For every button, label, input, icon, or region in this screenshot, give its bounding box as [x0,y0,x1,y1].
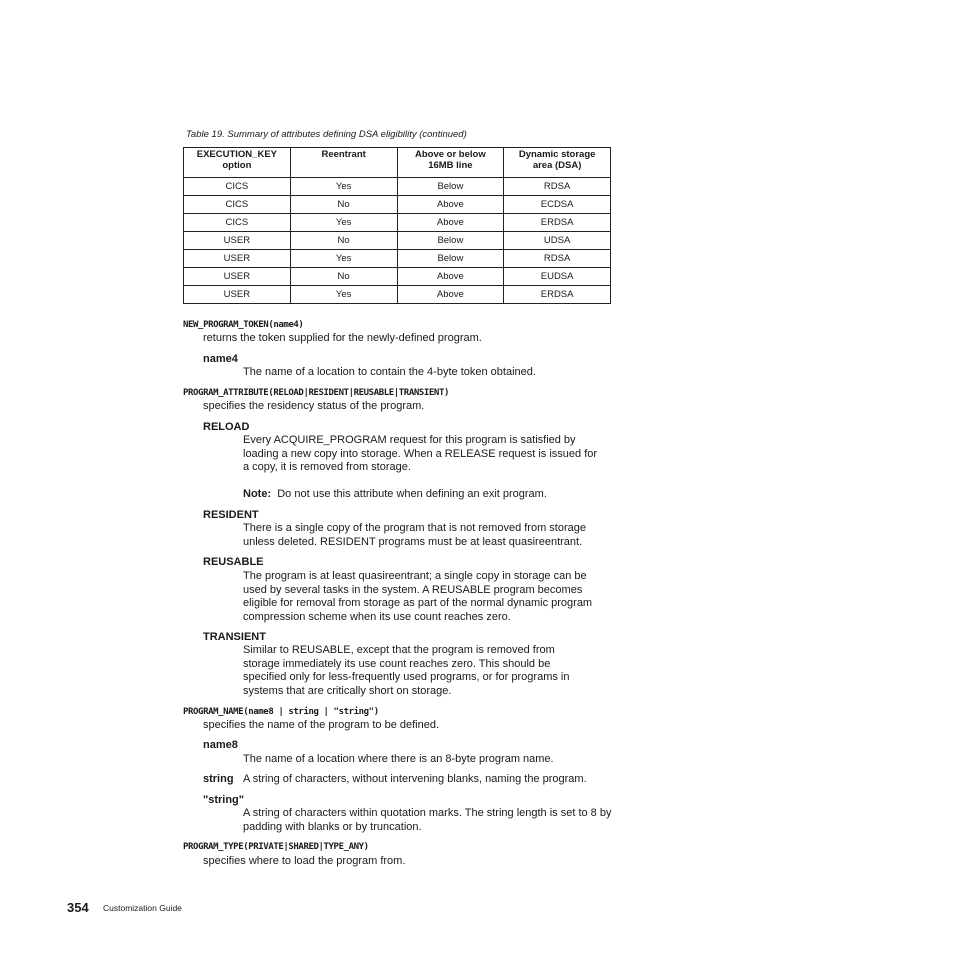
table-cell: ERDSA [504,286,611,304]
table-cell: ERDSA [504,214,611,232]
column-header: Dynamic storage area (DSA) [504,148,611,178]
program-name-desc: specifies the name of the program to be defined. [203,719,440,731]
table-cell: Yes [290,250,397,268]
program-attribute-desc: specifies the residency status of the program. [203,400,425,412]
table-cell: CICS [184,178,291,196]
string-text: A string of characters, without intervening blanks, naming the program. [243,773,587,785]
reload-note [243,488,615,502]
table-row [184,232,611,250]
book-title: Customization Guide [103,903,182,913]
table-cell: CICS [184,196,291,214]
table-cell: Above [397,196,504,214]
table-row [184,250,611,268]
table-cell: USER [184,268,291,286]
table-row [184,286,611,304]
table-cell: Above [397,214,504,232]
transient-text: Similar to REUSABLE, except that the program is removed from storage immediately its use count reaches zero. This should be specified only for less-frequently used programs, or for programs in systems that are critically short on storage. [243,644,570,698]
term-quoted-string: "string" [203,794,244,806]
table-cell: No [290,196,397,214]
table-caption: Table 19. Summary of attributes defining DSA eligibility (continued) [186,129,467,140]
table-cell: Above [397,286,504,304]
dsa-eligibility-table [183,147,611,304]
term-reusable: REUSABLE [203,556,264,568]
name8-text: The name of a location where there is an 8-byte program name. [243,753,554,765]
table-cell: No [290,232,397,250]
table-header-row [184,148,611,178]
note-text: Do not use this attribute when defining an exit program. [277,488,547,500]
quoted-string-text: A string of characters within quotation marks. The string length is set to 8 by padding with blanks or by truncation. [243,807,612,833]
table-cell: CICS [184,214,291,232]
new-program-token-desc: returns the token supplied for the newly-defined program. [203,332,482,344]
column-header: Above or below 16MB line [397,148,504,178]
reload-text: Every ACQUIRE_PROGRAM request for this program is satisfied by loading a new copy into storage. When a RELEASE request is issued for a copy, it is removed from storage. [243,434,598,474]
table-row [184,268,611,286]
page-number: 354 [67,900,89,915]
table-cell: RDSA [504,250,611,268]
term-reload: RELOAD [203,421,250,433]
table-cell: USER [184,286,291,304]
term-string: string [203,773,234,785]
keyword-program-attribute: PROGRAM_ATTRIBUTE(RELOAD|RESIDENT|REUSABLE|TRANSIENT) [183,388,449,398]
table-cell: Yes [290,178,397,196]
term-name8: name8 [203,739,238,751]
table-cell: Below [397,232,504,250]
table-cell: Below [397,178,504,196]
keyword-program-type: PROGRAM_TYPE(PRIVATE|SHARED|TYPE_ANY) [183,842,369,852]
table-cell: RDSA [504,178,611,196]
column-header: Reentrant [290,148,397,178]
keyword-new-program-token: NEW_PROGRAM_TOKEN(name4) [183,320,304,330]
term-name4: name4 [203,353,238,365]
reusable-text: The program is at least quasireentrant; a single copy in storage can be used by several tasks in the system. A REUSABLE program becomes eligible for removal from storage as part of the normal dynamic program compression scheme when its use count reaches zero. [243,570,593,624]
table-cell: Yes [290,214,397,232]
table-cell: Above [397,268,504,286]
term-resident: RESIDENT [203,509,259,521]
table-body [184,178,611,304]
table-cell: UDSA [504,232,611,250]
note-label: Note: [243,488,272,500]
table-row [184,178,611,196]
column-header: EXECUTION_KEY option [184,148,291,178]
table-cell: EUDSA [504,268,611,286]
name4-text: The name of a location to contain the 4-byte token obtained. [243,366,536,378]
table-cell: Yes [290,286,397,304]
keyword-program-name: PROGRAM_NAME(name8 | string | "string") [183,707,379,717]
resident-text: There is a single copy of the program that is not removed from storage unless deleted. RESIDENT programs must be at least quasireentrant. [243,522,586,548]
table-row [184,196,611,214]
table-cell: No [290,268,397,286]
table-cell: Below [397,250,504,268]
table-cell: USER [184,232,291,250]
program-type-desc: specifies where to load the program from. [203,855,406,867]
term-transient: TRANSIENT [203,631,266,643]
table-cell: USER [184,250,291,268]
table-cell: ECDSA [504,196,611,214]
table-row [184,214,611,232]
table-header [184,148,611,178]
